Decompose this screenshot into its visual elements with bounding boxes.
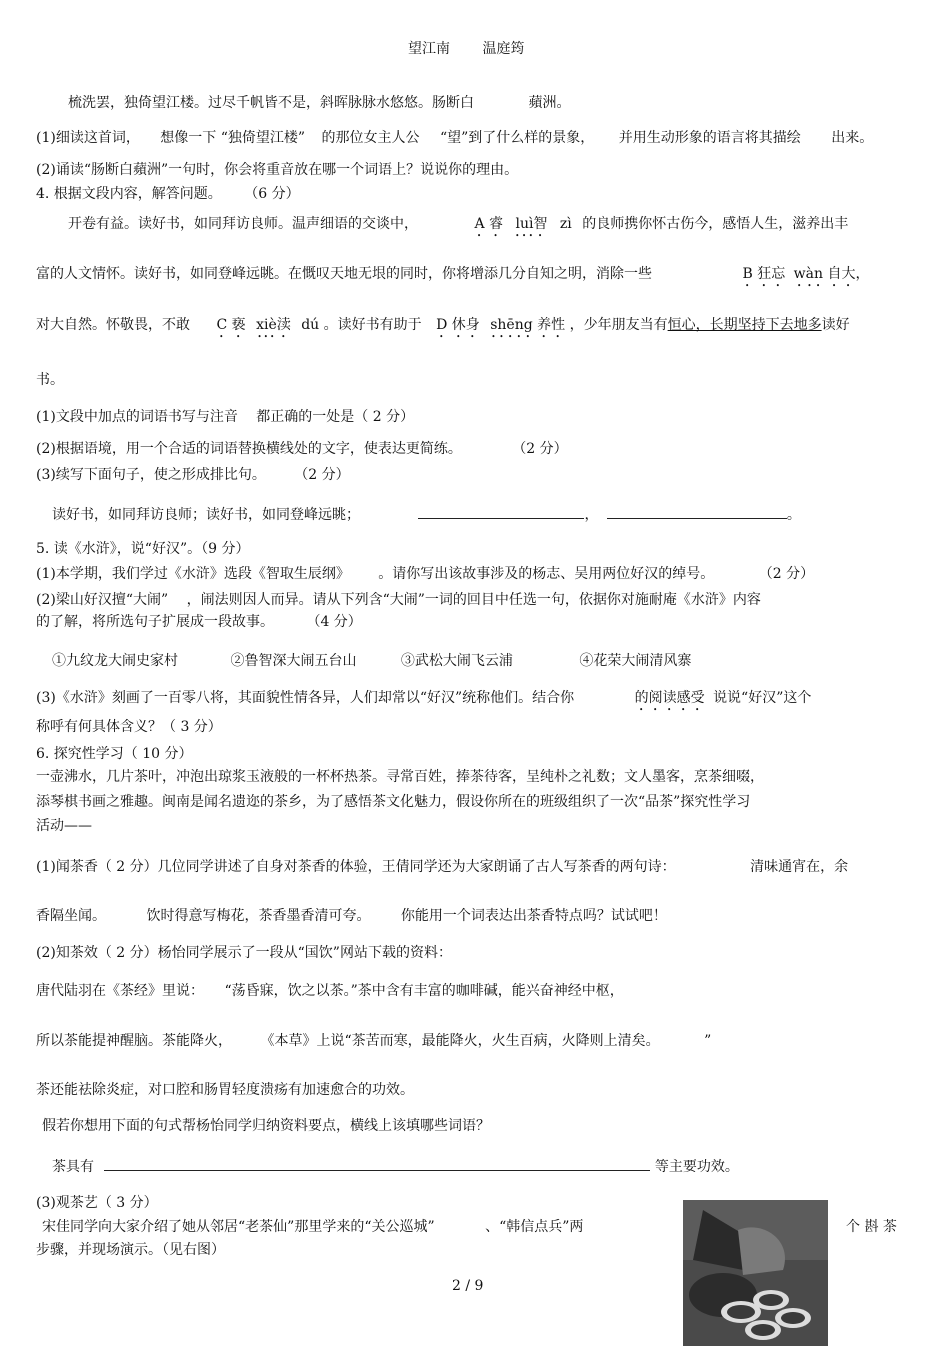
q6-heading: 6. 探究性学习（ 10 分） xyxy=(36,746,193,762)
q5-sub-2-cont: 的了解，将所选句子扩展成一段故事。 （4 分） xyxy=(36,614,362,630)
q6-sub-2-fill: 茶具有 等主要功效。 xyxy=(52,1156,739,1176)
q4-sub-3-line: 读好书，如同拜访良师；读好书，如同登峰远眺； ， 。 xyxy=(52,504,801,524)
q5-heading: 5. 读《水浒》，说“好汉”。（9 分） xyxy=(36,541,250,557)
answer-blank-2[interactable] xyxy=(607,504,787,519)
q6-sub-2-task: 假若你想用下面的句式帮杨怡同学归纳资料要点，横线上该填哪些词语？ xyxy=(42,1118,490,1134)
q4-passage-line-2: 富的人文情怀。读好书，如同登峰远眺。在慨叹天地无垠的同时，你将增添几分自知之明，消除一些 B 狂忘 wàn 自大， xyxy=(36,266,870,282)
q4-passage-line-4: 书。 xyxy=(36,372,64,388)
q5-sub-3: (3)《水浒》刻画了一百零八将，其面貌性情各异，人们却常以“好汉”统称他们。结合你 的阅读感受 说说“好汉”这个 xyxy=(36,690,812,706)
q5-option-1: ①九纹龙大闹史家村 xyxy=(52,653,178,669)
q6-sub-1: (1)闻茶香（ 2 分）几位同学讲述了自身对茶香的体验，王倩同学还为大家朗诵了古人写茶香的两句诗： 清味通宵在，余 xyxy=(36,859,849,875)
q6-sub-3: (3)观茶艺（ 3 分） xyxy=(36,1195,158,1211)
q6-intro-1: 一壶沸水，几片茶叶，冲泡出琼浆玉液般的一杯杯热茶。寻常百姓，捧茶待客，呈纯朴之礼数；文人墨客，烹茶细啜， xyxy=(36,769,764,785)
q5-sub-3-cont: 称呼有何具体含义？（ 3 分） xyxy=(36,719,222,735)
q6-sub-3-line-1: 宋佳同学向大家介绍了她从邻居“老茶仙”那里学来的“关公巡城” 、“韩信点兵”两 xyxy=(42,1219,584,1235)
q6-sub-2-quote-2: 所以茶能提神醒脑。茶能降火， 《本草》上说“茶苦而寒，最能降火，火生百病，火降则上清矣。 ” xyxy=(36,1033,712,1049)
q4-passage-line-1: 开卷有益。读好书，如同拜访良师。温声细语的交谈中， A 睿 luì智 zì 的良师携你怀古伤今，感悟人生，滋养出丰 xyxy=(68,216,849,232)
q6-sub-2-quote-3: 茶还能祛除炎症，对口腔和肠胃轻度溃疡有加速愈合的功效。 xyxy=(36,1082,414,1098)
q5-sub-2: (2)梁山好汉擅“大闹” ，闹法则因人而异。请从下列含“大闹”一词的回目中任选一句，依据你对施耐庵《水浒》内容 xyxy=(36,592,761,608)
poem-question-1: (1)细读这首词， 想像一下 “独倚望江楼” 的那位女主人公 “望”到了什么样的景象， 并用生动形象的语言将其描绘 出来。 xyxy=(36,130,874,146)
q4-sub-1: (1)文段中加点的词语书写与注音 都正确的一处是（ 2 分） xyxy=(36,409,415,425)
q6-sub-3-line-1-end: 个 斟 茶 xyxy=(846,1219,897,1235)
answer-blank-3[interactable] xyxy=(104,1156,650,1171)
q5-options xyxy=(52,652,691,670)
page-number: 2 / 9 xyxy=(452,1278,484,1294)
q6-intro-2: 添琴棋书画之雅趣。闽南是闻名遗迩的茶乡，为了感悟茶文化魅力，假设你所在的班级组织了一次“品茶”探究性学习 xyxy=(36,794,751,810)
poem-title: 望江南 温庭筠 xyxy=(408,41,525,57)
q6-sub-3-line-2: 步骤，并现场演示。（见右图） xyxy=(36,1242,225,1258)
poem-question-2: (2)诵读“肠断白蘋洲”一句时，你会将重音放在哪一个词语上？说说你的理由。 xyxy=(36,162,519,178)
q4-heading: 4. 根据文段内容，解答问题。 （6 分） xyxy=(36,186,300,202)
q5-option-3: ③武松大闹飞云浦 xyxy=(400,653,513,669)
q5-option-2: ②鲁智深大闹五台山 xyxy=(230,653,357,669)
q6-intro-3: 活动—— xyxy=(36,818,92,834)
q6-sub-2: (2)知茶效（ 2 分）杨怡同学展示了一段从“国饮”网站下载的资料： xyxy=(36,945,452,961)
q5-sub-1: (1)本学期，我们学过《水浒》选段《智取生辰纲》 。请你写出该故事涉及的杨志、吴用两位好汉的绰号。 （2 分） xyxy=(36,566,815,582)
tea-ceremony-photo xyxy=(683,1200,828,1346)
poem-text: 梳洗罢，独倚望江楼。过尽千帆皆不是，斜晖脉脉水悠悠。肠断白 蘋洲。 xyxy=(68,95,571,111)
q6-sub-2-quote-1: 唐代陆羽在《茶经》里说： “荡昏寐，饮之以茶。”茶中含有丰富的咖啡碱，能兴奋神经中枢， xyxy=(36,983,624,999)
q4-sub-2: (2)根据语境，用一个合适的词语替换横线处的文字，使表达更简练。 （2 分） xyxy=(36,441,568,457)
q6-sub-1-cont: 香隔坐闻。 饮时得意写梅花，茶香墨香清可夸。 你能用一个词表达出茶香特点吗？试试吧！ xyxy=(36,908,667,924)
q4-passage-line-3: 对大自然。怀敬畏，不敢 C 亵 xiè渎 dú 。读好书有助于 D 休身 shēng 养性 ，少年朋友当有恒心，长期坚持下去地多读好 xyxy=(36,317,850,333)
q5-option-4: ④花荣大闹清风寨 xyxy=(579,653,692,669)
q4-sub-3: (3)续写下面句子，使之形成排比句。 （2 分） xyxy=(36,467,350,483)
tea-photo-drawing xyxy=(683,1200,828,1346)
answer-blank-1[interactable] xyxy=(418,504,584,519)
